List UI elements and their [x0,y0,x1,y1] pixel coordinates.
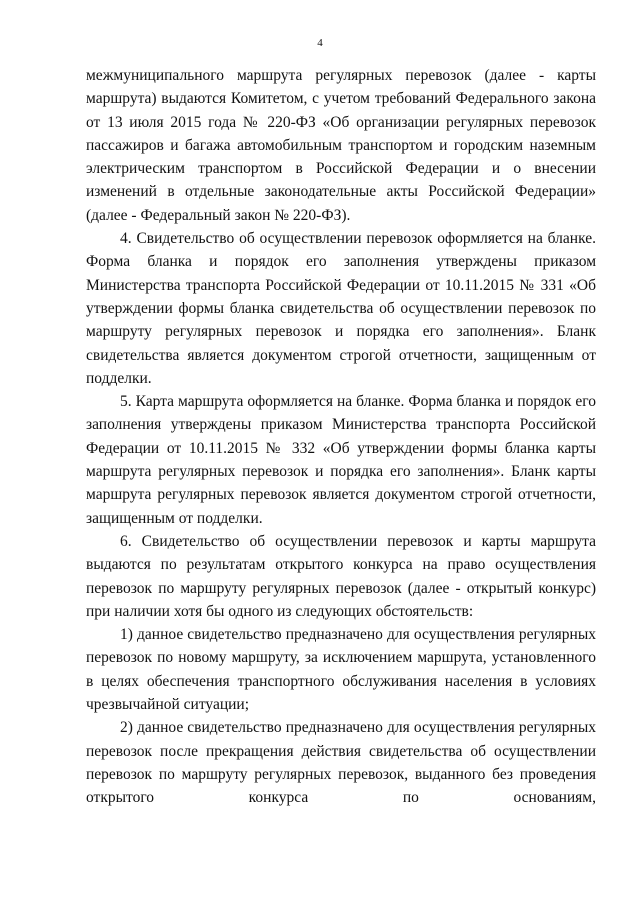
paragraph-item-5: 5. Карта маршрута оформляется на бланке. Форма бланка и порядок его заполнения утверждены приказом Министерства транспорта Российской Федерации от 10.11.2015 № 332 «Об утверждении формы бланка карты маршрута регулярных перевозок и порядка его заполнения». Бланк карты маршрута регулярных перевозок является документом строгой отчетности, защищенным от подделки. [86,393,596,527]
paragraph-item-6-subitem-2: 2) данное свидетельство предназначено для осуществления регулярных перевозок после прекращения действия свидетельства об осуществлении перевозок по маршруту регулярных перевозок, выданного без проведения открытого конкурса по основаниям, [86,719,596,807]
paragraph-continuation: межмуниципального маршрута регулярных перевозок (далее - карты маршрута) выдаются Комитетом, с учетом требований Федерального закона от 13 июля 2015 года № 220-ФЗ «Об организации регулярных перевозок пассажиров и багажа автомобильным транспортом и городским наземным электрическим транспортом в Российской Федерации и о внесении изменений в отдельные законодательные акты Российской Федерации» (далее - Федеральный закон № 220-ФЗ). [86,67,596,224]
paragraph-item-4: 4. Свидетельство об осуществлении перевозок оформляется на бланке. Форма бланка и порядок его заполнения утверждены приказом Министерства транспорта Российской Федерации от 10.11.2015 № 331 «Об утверждении формы бланка свидетельства об осуществлении перевозок по маршруту регулярных перевозок и порядка его заполнения». Бланк свидетельства является документом строгой отчетности, защищенным от подделки. [86,230,596,387]
paragraph-item-6-subitem-1: 1) данное свидетельство предназначено для осуществления регулярных перевозок по новому маршруту, за исключением маршрута, установленного в целях обеспечения транспортного обслуживания населения в условиях чрезвычайной ситуации; [86,626,596,714]
document-body [86,64,596,810]
paragraph-item-6: 6. Свидетельство об осуществлении перевозок и карты маршрута выдаются по результатам открытого конкурса на право осуществления перевозок по маршруту регулярных перевозок (далее - открытый конкурс) при наличии хотя бы одного из следующих обстоятельств: [86,532,596,620]
page-number: 4 [317,37,323,49]
